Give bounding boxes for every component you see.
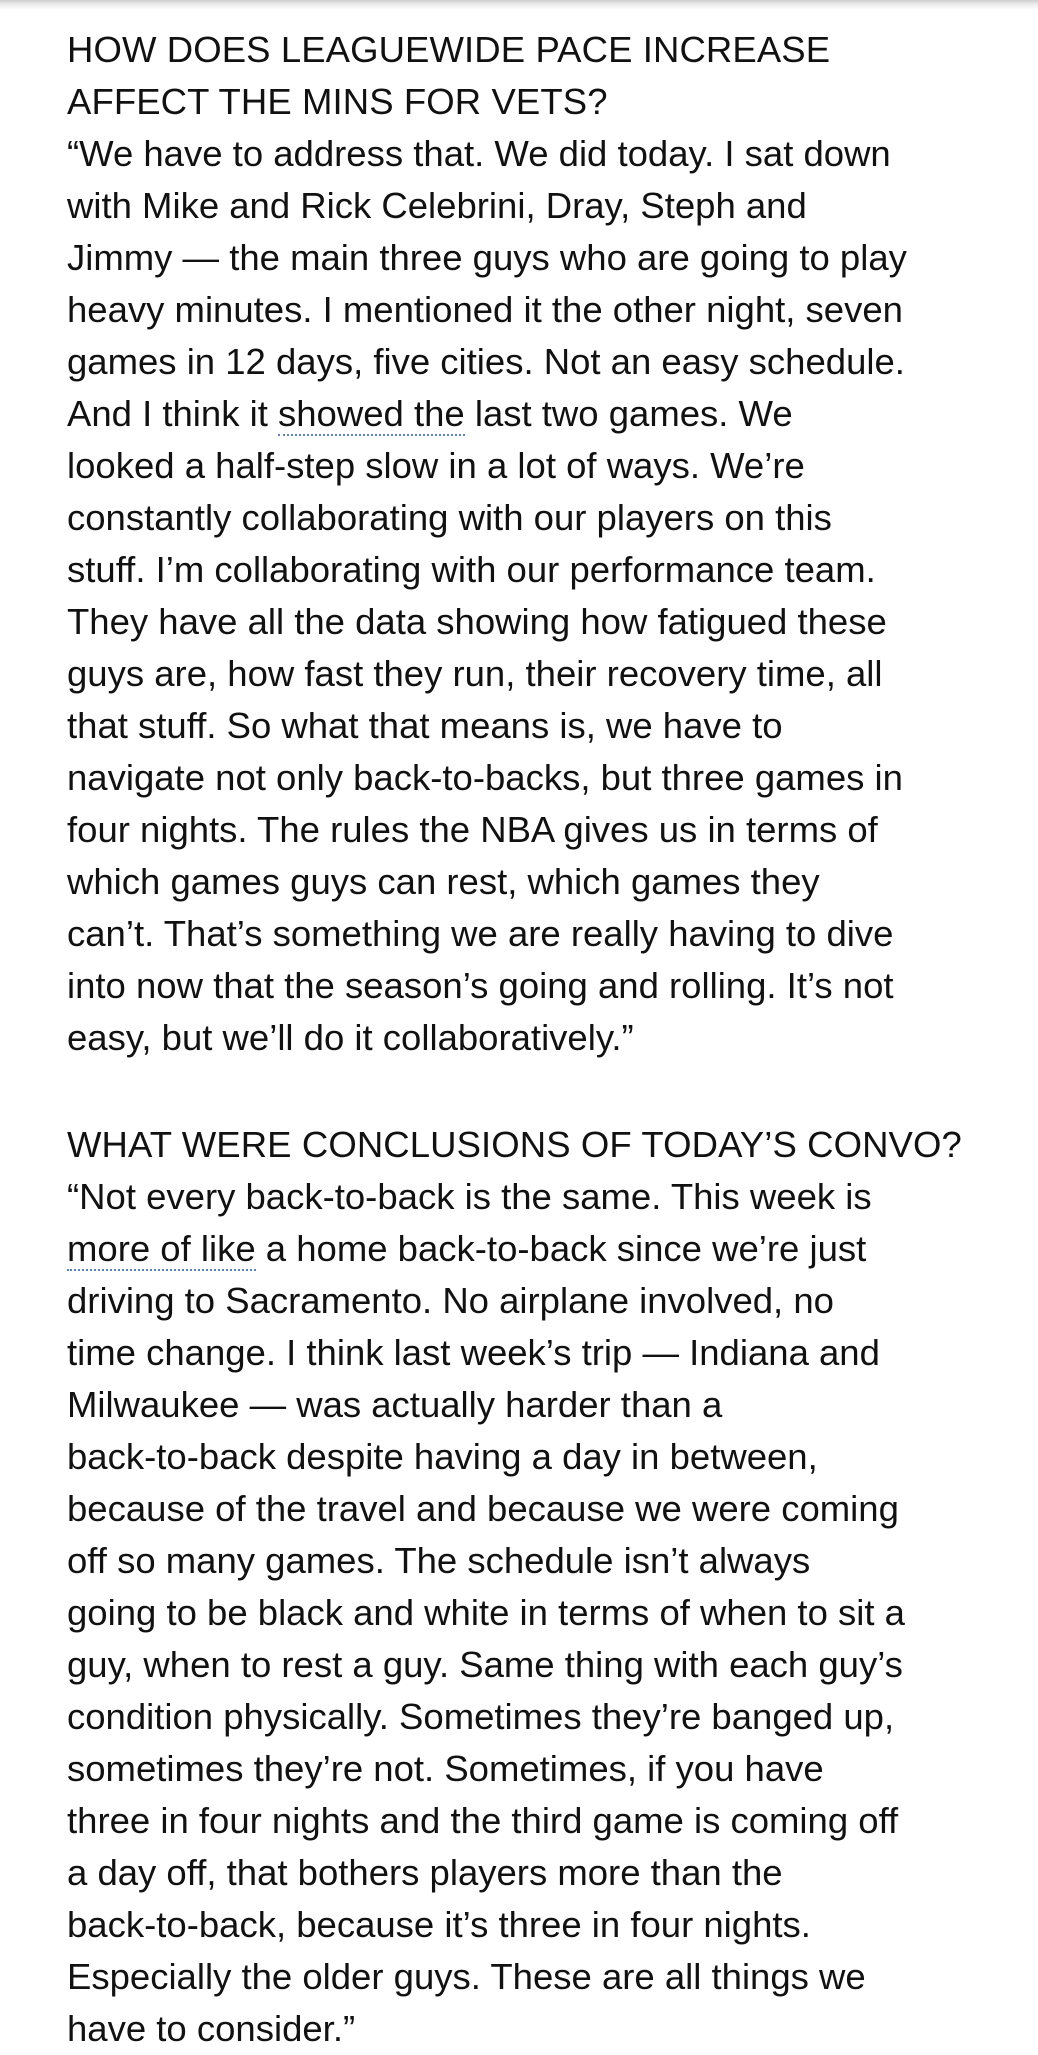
answer-line — [67, 804, 1007, 856]
answer-line — [67, 544, 1007, 596]
answer-line — [67, 752, 1007, 804]
answer-text: condition physically. Sometimes they’re banged up, — [67, 1696, 895, 1737]
answer-text: back-to-back, because it’s three in four nights. — [67, 1904, 811, 1945]
answer-line — [67, 1171, 1007, 1223]
answer-line — [67, 1223, 1007, 1275]
answer-line — [67, 1899, 1007, 1951]
question-line: WHAT WERE CONCLUSIONS OF TODAY’S CONVO? — [67, 1124, 962, 1165]
top-edge-shadow — [0, 0, 1038, 10]
answer-line — [67, 180, 1007, 232]
answer-text: navigate not only back-to-backs, but three games in — [67, 757, 903, 798]
question-heading — [67, 1119, 1007, 1171]
answer-text: stuff. I’m collaborating with our performance team. — [67, 549, 876, 590]
answer-text: last two games. We — [464, 393, 793, 434]
answer-text: guy, when to rest a guy. Same thing with each guy’s — [67, 1644, 903, 1685]
answer-text: back-to-back despite having a day in between, — [67, 1436, 818, 1477]
answer-text: Milwaukee — was actually harder than a — [67, 1384, 723, 1425]
answer-text: Jimmy — the main three guys who are going to play — [67, 237, 907, 278]
answer-line — [67, 596, 1007, 648]
answer-text: with Mike and Rick Celebrini, Dray, Steph and — [67, 185, 807, 226]
answer-line — [67, 2003, 1007, 2055]
answer-text: because of the travel and because we were coming — [67, 1488, 899, 1529]
answer-text: a day off, that bothers players more than the — [67, 1852, 783, 1893]
answer-line — [67, 648, 1007, 700]
answer-text: off so many games. The schedule isn’t always — [67, 1540, 811, 1581]
answer-text: And I think it — [67, 393, 278, 434]
answer-text: time change. I think last week’s trip — Indiana and — [67, 1332, 880, 1373]
answer-line — [67, 1743, 1007, 1795]
answer-line — [67, 1691, 1007, 1743]
answer-line — [67, 1012, 1007, 1064]
answer-line — [67, 1379, 1007, 1431]
answer-line — [67, 388, 1007, 440]
answer-text: easy, but we’ll do it collaboratively.” — [67, 1017, 634, 1058]
question-heading — [67, 24, 1007, 128]
answer-text: looked a half-step slow in a lot of ways. We’re — [67, 445, 805, 486]
qa-section — [67, 1119, 1007, 2055]
answer-line — [67, 336, 1007, 388]
inline-link[interactable]: more of like — [67, 1228, 256, 1269]
answer-line — [67, 128, 1007, 180]
answer-text: games in 12 days, five cities. Not an easy schedule. — [67, 341, 905, 382]
answer-line — [67, 232, 1007, 284]
answer-line — [67, 960, 1007, 1012]
answer-text: guys are, how fast they run, their recovery time, all — [67, 653, 883, 694]
answer-line — [67, 1275, 1007, 1327]
answer-text: have to consider.” — [67, 2008, 356, 2049]
answer-text: “Not every back-to-back is the same. This week is — [67, 1176, 872, 1217]
answer-line — [67, 1483, 1007, 1535]
answer-line — [67, 1327, 1007, 1379]
inline-link[interactable]: showed the — [278, 393, 465, 434]
answer-text: constantly collaborating with our players on this — [67, 497, 832, 538]
question-line: AFFECT THE MINS FOR VETS? — [67, 81, 608, 122]
answer-text: into now that the season’s going and rolling. It’s not — [67, 965, 894, 1006]
question-line: HOW DOES LEAGUEWIDE PACE INCREASE — [67, 29, 831, 70]
answer-line — [67, 700, 1007, 752]
qa-section — [67, 24, 1007, 1064]
answer-line — [67, 440, 1007, 492]
article-body — [67, 24, 1007, 2055]
answer-text: driving to Sacramento. No airplane involved, no — [67, 1280, 834, 1321]
answer-line — [67, 1795, 1007, 1847]
answer-line — [67, 1639, 1007, 1691]
answer-line — [67, 492, 1007, 544]
answer-text: sometimes they’re not. Sometimes, if you have — [67, 1748, 824, 1789]
answer-line — [67, 1847, 1007, 1899]
answer-line — [67, 1951, 1007, 2003]
answer-quote — [67, 128, 1007, 1064]
answer-text: four nights. The rules the NBA gives us in terms of — [67, 809, 878, 850]
answer-line — [67, 856, 1007, 908]
answer-line — [67, 284, 1007, 336]
answer-text: “We have to address that. We did today. I sat down — [67, 133, 891, 174]
answer-text: that stuff. So what that means is, we have to — [67, 705, 783, 746]
answer-text: can’t. That’s something we are really having to dive — [67, 913, 894, 954]
answer-text: going to be black and white in terms of when to sit a — [67, 1592, 905, 1633]
answer-quote — [67, 1171, 1007, 2055]
answer-text: three in four nights and the third game is coming off — [67, 1800, 899, 1841]
answer-text: a home back-to-back since we’re just — [255, 1228, 867, 1269]
answer-line — [67, 1535, 1007, 1587]
answer-text: They have all the data showing how fatigued these — [67, 601, 887, 642]
answer-line — [67, 908, 1007, 960]
answer-text: heavy minutes. I mentioned it the other night, seven — [67, 289, 903, 330]
answer-text: which games guys can rest, which games they — [67, 861, 820, 902]
answer-line — [67, 1431, 1007, 1483]
answer-line — [67, 1587, 1007, 1639]
answer-text: Especially the older guys. These are all things we — [67, 1956, 866, 1997]
